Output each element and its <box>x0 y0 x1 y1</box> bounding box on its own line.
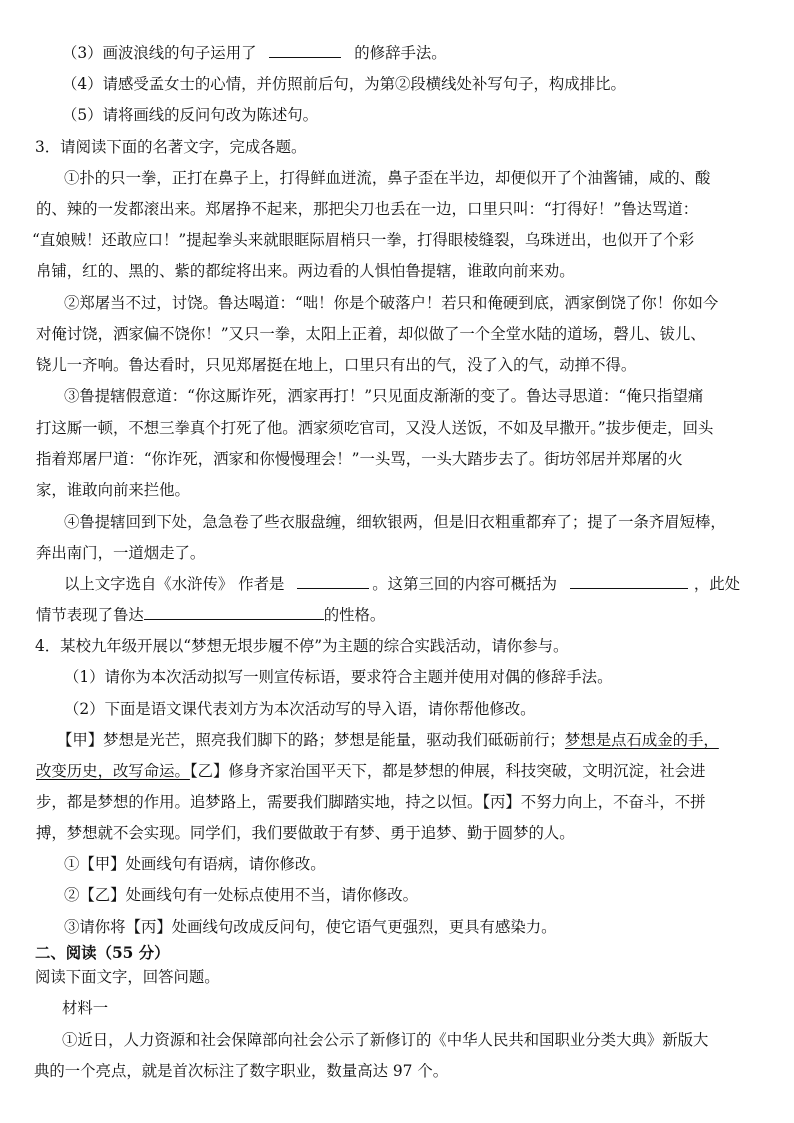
q2-sub3-text-a: （3）画波浪线的句子运用了 <box>62 44 257 62</box>
q4-passage-text: 【乙】修身齐家治国平天下，都是梦想的伸展，科技突破，文明沉淀，社会进 <box>189 762 706 780</box>
q3-q-text-e: 的性格。 <box>323 606 386 624</box>
author-blank[interactable] <box>297 574 369 589</box>
q2-sub3 <box>62 43 447 63</box>
q4-passage-line: 步，都是梦想的作用。追梦路上，需要我们脚踏实地，持之以恒。【丙】不努力向上，不奋斗，不拼 <box>36 793 706 811</box>
q3-p1-line: 帛铺，红的、黑的、紫的都绽将出来。两边看的人惧怕鲁提辖，谁敢向前来劝。 <box>36 262 575 280</box>
q4-passage-text: 【甲】梦想是光芒，照亮我们脚下的路；梦想是能量，驱动我们砥砺前行； <box>57 731 565 749</box>
q3-question-line2 <box>36 605 385 625</box>
q2-sub4: （4）请感受孟女士的心情，并仿照前后句，为第②段横线处补写句子，构成排比。 <box>62 75 626 93</box>
personality-blank[interactable] <box>144 605 324 620</box>
q4-underlined-sentence-jia: 改变历史，改写命运。 <box>36 762 190 780</box>
q3-q-text-c: ，此处 <box>693 575 741 593</box>
q3-p3-line: ③鲁提辖假意道：“你这厮诈死，洒家再打！”只见面皮渐渐的变了。鲁达寻思道：“俺只指望痛 <box>64 387 704 405</box>
q3-q-text-a: 以上文字选自《水浒传》 作者是 <box>64 575 285 593</box>
q3-p2-line: ②郑屠当不过，讨饶。鲁达喝道：“咄！你是个破落户！若只和俺硬到底，洒家倒饶了你！你如今 <box>64 294 719 312</box>
q4-passage-line <box>57 730 719 750</box>
section-instruction: 阅读下面文字，回答问题。 <box>35 968 220 986</box>
q3-p2-line: 对俺讨饶，洒家偏不饶你！”又只一拳，太阳上正着，却似做了一个全堂水陆的道场，磬儿、钹儿、 <box>36 325 706 343</box>
q4-sub1: （1）请你为本次活动拟写一则宣传标语，要求符合主题并使用对偶的修辞手法。 <box>64 668 613 686</box>
material-p1-line: 典的一个亮点，就是首次标注了数字职业，数量高达 97 个。 <box>34 1062 449 1080</box>
q3-p1-line: ①扑的只一拳，正打在鼻子上，打得鲜血迸流，鼻子歪在半边，却便似开了个油酱铺，咸的、酸 <box>64 169 711 187</box>
q3-p3-line: 家，谁敢向前来拦他。 <box>36 481 190 499</box>
q3-p1-line: “直娘贼！还敢应口！”提起拳头来就眼眶际眉梢只一拳，打得眼棱缝裂，乌珠迸出，也似开了个彩 <box>32 231 695 249</box>
answer-blank[interactable] <box>269 43 341 58</box>
q3-q-text-b: 。这第三回的内容可概括为 <box>372 575 557 593</box>
q4-item2: ②【乙】处画线句有一处标点使用不当，请你修改。 <box>64 886 418 904</box>
q4-underlined-sentence-jia: 梦想是点石成金的手， <box>564 731 719 749</box>
q2-sub3-text-b: 的修辞手法。 <box>354 44 447 62</box>
q3-p4-line: 奔出南门，一道烟走了。 <box>36 544 206 562</box>
q4-item1: ①【甲】处画线句有语病，请你修改。 <box>64 855 326 873</box>
summary-blank[interactable] <box>570 574 688 589</box>
q3-question-line1 <box>64 574 740 594</box>
q4-sub2: （2）下面是语文课代表刘方为本次活动写的导入语，请你帮他修改。 <box>64 700 536 718</box>
q3-title: 3．请阅读下面的名著文字，完成各题。 <box>35 138 307 156</box>
q3-p4-line: ④鲁提辖回到下处，急急卷了些衣服盘缠，细软银两，但是旧衣粗重都弃了；提了一条齐眉短棒， <box>64 513 726 531</box>
q3-p2-line: 铙儿一齐响。鲁达看时，只见郑屠挺在地上，口里只有出的气，没了入的气，动掸不得。 <box>36 356 637 374</box>
q3-p1-line: 的、辣的一发都滚出来。郑屠挣不起来，那把尖刀也丢在一边，口里只叫：“打得好！”鲁达骂道： <box>36 200 699 218</box>
q3-p3-line: 打这厮一顿，不想三拳真个打死了他。洒家须吃官司，又没人送饭，不如及早撒开。”拔步便走，回头 <box>36 419 714 437</box>
material-p1-line: ①近日，人力资源和社会保障部向社会公示了新修订的《中华人民共和国职业分类大典》新版大 <box>62 1031 709 1049</box>
q4-passage-line: 搏，梦想就不会实现。同学们，我们要做敢于有梦、勇于追梦、勤于圆梦的人。 <box>36 824 575 842</box>
section-heading: 二、阅读（55 分） <box>35 944 170 962</box>
q4-passage-line <box>36 761 706 781</box>
q4-title: 4．某校九年级开展以“梦想无垠步履不停”为主题的综合实践活动，请你参与。 <box>35 637 569 655</box>
q3-q-text-d: 情节表现了鲁达 <box>36 606 144 624</box>
q2-sub5: （5）请将画线的反问句改为陈述句。 <box>62 106 319 124</box>
q4-item3: ③请你将【丙】处画线句改成反问句，使它语气更强烈，更具有感染力。 <box>64 918 557 936</box>
q3-p3-line: 指着郑屠尸道：“你诈死，洒家和你慢慢理会！”一头骂，一头大踏步去了。街坊邻居并郑屠的火 <box>36 450 683 468</box>
material-label: 材料一 <box>62 999 109 1017</box>
